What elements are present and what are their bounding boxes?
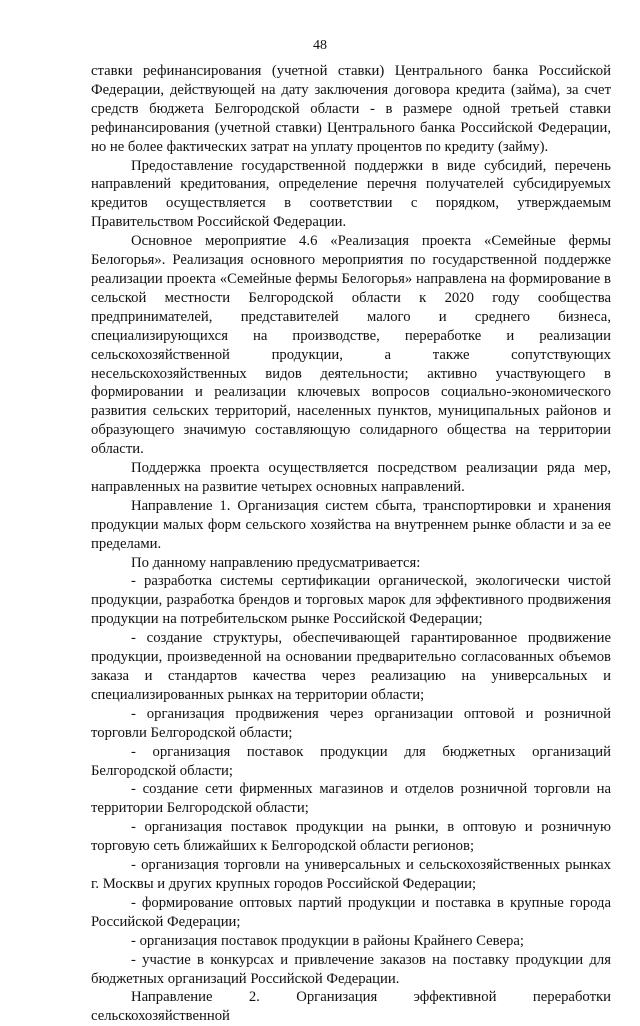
list-item: - формирование оптовых партий продукции и поставка в крупные города Российской Федерации; [91, 894, 611, 930]
paragraph-continuation: ставки рефинансирования (учетной ставки) Центрального банка Российской Федерации, действующей на дату заключения договора кредита (займа), за счет средств бюджета Белгородской области - в размере одной третьей ставки рефинансирования (учетной ставки) Центрального банка Российской Федерации, но не более фактических затрат на уплату процентов по кредиту (займу). [91, 63, 611, 155]
list-item: - создание сети фирменных магазинов и отделов розничной торговли на территории Белгородской области; [91, 781, 611, 817]
list-item: - организация поставок продукции в районы Крайнего Севера; [131, 932, 524, 949]
list-item: - организация поставок продукции для бюджетных организаций Белгородской области; [91, 743, 611, 779]
paragraph-subsidy-procedure: Предоставление государственной поддержки в виде субсидий, перечень направлений кредитования, определение перечня получателей субсидируемых кредитов осуществляется в соответствии с порядком, утверждаемым Правительством Российской Федерации. [91, 157, 611, 231]
list-item: - участие в конкурсах и привлечение заказов на поставку продукции для бюджетных организаций Российской Федерации. [91, 951, 611, 987]
list-item: - организация поставок продукции на рынки, в оптовую и розничную торговую сеть ближайших к Белгородской области регионов; [91, 819, 611, 855]
paragraph-measure-4-6: Основное мероприятие 4.6 «Реализация проекта «Семейные фермы Белогорья». Реализация основного мероприятия по государственной поддержке реализации проекта «Семейные фермы Белогорья» направлена на формирование в сельской местности Белгородской области к 2020 году сообщества предпринимателей, представителей малого и среднего бизнеса, специализирующихся на производстве, переработке и реализации сельскохозяйственной продукции, а также сопутствующих несельскохозяйственных видов деятельности; активно участвующего в формировании и реализации ключевых вопросов социально-экономического развития сельских территорий, населенных пунктов, муниципальных районов и образующего значимую составляющую солидарного общества на территории области. [91, 233, 611, 458]
list-item: - организация продвижения через организации оптовой и розничной торговли Белгородской области; [91, 705, 611, 741]
paragraph-direction-1-intro: По данному направлению предусматривается: [131, 554, 421, 571]
list-item: - разработка системы сертификации органической, экологически чистой продукции, разработка брендов и торговых марок для эффективного продвижения продукции на потребительском рынке Российской Федерации; [91, 573, 611, 628]
paragraph-project-support: Поддержка проекта осуществляется посредством реализации ряда мер, направленных на развитие четырех основных направлений. [91, 460, 611, 495]
page-body [91, 62, 611, 1026]
paragraph-direction-2: Направление 2. Организация эффективной переработки сельскохозяйственной [91, 989, 611, 1025]
page-number: 48 [313, 38, 327, 53]
paragraph-direction-1: Направление 1. Организация систем сбыта, транспортировки и хранения продукции малых форм сельского хозяйства на внутреннем рынке области и за ее пределами. [91, 497, 611, 552]
list-item: - организация торговли на универсальных и сельскохозяйственных рынках г. Москвы и других крупных городов Российской Федерации; [91, 857, 611, 892]
list-item: - создание структуры, обеспечивающей гарантированное продвижение продукции, произведенной на основании предварительно согласованных объемов заказа и стандартов качества через реализацию на универсальных и специализированных рынках на территории области; [91, 630, 611, 703]
